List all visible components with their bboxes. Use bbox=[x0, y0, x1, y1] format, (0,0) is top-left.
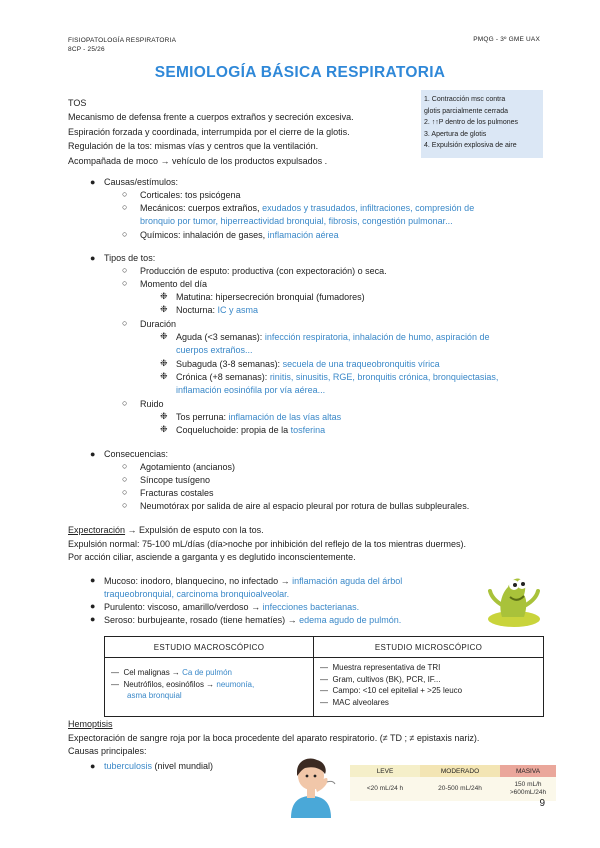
consecuencias-label: Consecuencias: bbox=[104, 449, 169, 459]
phase-2: 2. ↑↑P dentro de los pulmones bbox=[424, 119, 519, 126]
bullet-icon: ● bbox=[90, 253, 96, 263]
phase-4: 4. Expulsión explosiva de aire bbox=[424, 142, 517, 149]
flower-bullet-icon: ❉ bbox=[160, 411, 168, 421]
bullet-icon: ● bbox=[90, 614, 96, 624]
bullet-icon: ● bbox=[90, 575, 96, 585]
micro-header: ESTUDIO MICROSCÓPICO bbox=[314, 637, 544, 658]
tipos-perruna: Tos perruna: inflamación de las vías altas bbox=[176, 412, 342, 422]
course-name: FISIOPATOLOGÍA RESPIRATORIA bbox=[68, 37, 177, 44]
tos-line-1: Mecanismo de defensa frente a cuerpos extraños y secreción excesiva. bbox=[68, 112, 354, 122]
running-header-right: PMQG - 3º GME UAX bbox=[473, 36, 540, 43]
tipos-aguda: Aguda (<3 semanas): infección respiratoria, inhalación de humo, aspiración de bbox=[176, 332, 490, 342]
flower-bullet-icon: ❉ bbox=[160, 304, 168, 314]
circle-bullet-icon: ○ bbox=[122, 487, 128, 497]
tos-line-4: Acompañada de moco → vehículo de los productos expulsados . bbox=[68, 155, 328, 166]
circle-bullet-icon: ○ bbox=[122, 189, 128, 199]
hemoptisis-cause-1: tuberculosis (nivel mundial) bbox=[104, 761, 214, 771]
micro-item: — Muestra representativa de TRI bbox=[320, 663, 441, 672]
bullet-icon: ● bbox=[90, 761, 96, 771]
tipos-duracion: Duración bbox=[140, 319, 177, 329]
sev-value-moderado: 20-500 mL/24h bbox=[420, 777, 500, 801]
bullet-icon: ● bbox=[90, 177, 96, 187]
circle-bullet-icon: ○ bbox=[122, 229, 128, 239]
expectoracion-line-2: Por acción ciliar, asciende a garganta y es deglutido inconscientemente. bbox=[68, 552, 356, 562]
esputo-mucoso: Mucoso: inodoro, blanquecino, no infectado → inflamación aguda del árbol bbox=[104, 576, 403, 586]
phase-1a: 1. Contracción msc contra bbox=[424, 96, 506, 103]
macro-item: — Neutrófilos, eosinófilos → neumonía, bbox=[111, 679, 255, 689]
running-header-left bbox=[68, 36, 176, 54]
causas-label: Causas/estímulos: bbox=[104, 177, 179, 187]
circle-bullet-icon: ○ bbox=[122, 474, 128, 484]
bullet-icon: ● bbox=[90, 449, 96, 459]
tipos-coqueluchoide: Coqueluchoide: propia de la tosferina bbox=[176, 425, 326, 435]
expectoracion-line-1: Expulsión normal: 75-100 mL/días (día>noche por inhibición del reflejo de la tos mientras duermes). bbox=[68, 539, 466, 549]
flower-bullet-icon: ❉ bbox=[160, 358, 168, 368]
macro-item-cont: asma bronquial bbox=[127, 691, 182, 700]
sev-masiva-hour: 150 mL/h bbox=[514, 780, 542, 788]
flower-bullet-icon: ❉ bbox=[160, 331, 168, 341]
estudio-table bbox=[104, 636, 544, 717]
circle-bullet-icon: ○ bbox=[122, 318, 128, 328]
tos-heading: TOS bbox=[68, 98, 87, 108]
micro-item: — MAC alveolares bbox=[320, 697, 389, 707]
tipos-aguda-cont: cuerpos extraños... bbox=[176, 345, 253, 355]
micro-cell bbox=[314, 658, 544, 717]
tipos-esputo: Producción de esputo: productiva (con expectoración) o seca. bbox=[140, 266, 387, 276]
circle-bullet-icon: ○ bbox=[122, 278, 128, 288]
sev-value-leve: <20 mL/24 h bbox=[350, 777, 420, 801]
flower-bullet-icon: ❉ bbox=[160, 424, 168, 434]
cough-phases-box bbox=[421, 90, 543, 158]
sev-masiva-day: >600mL/24h bbox=[509, 789, 547, 796]
hemoptisis-line-2: Causas principales: bbox=[68, 746, 147, 756]
sev-header-masiva: MASIVA bbox=[500, 765, 556, 777]
severity-table bbox=[350, 765, 556, 801]
tipos-momento: Momento del día bbox=[140, 279, 208, 289]
tipos-subaguda: Subaguda (3-8 semanas): secuela de una traqueobronquitis vírica bbox=[176, 359, 440, 369]
macro-cell bbox=[105, 658, 314, 717]
phase-3: 3. Apertura de glotis bbox=[424, 130, 487, 138]
bullet-icon: ● bbox=[90, 601, 96, 611]
micro-item: — Gram, cultivos (BK), PCR, IF... bbox=[320, 674, 441, 684]
tipos-matutina: Matutina: hipersecreción bronquial (fumadores) bbox=[176, 292, 365, 302]
circle-bullet-icon: ○ bbox=[122, 398, 128, 408]
sev-header-moderado: MODERADO bbox=[420, 765, 500, 777]
sev-header-leve: LEVE bbox=[350, 765, 420, 777]
macro-header: ESTUDIO MACROSCÓPICO bbox=[105, 637, 314, 658]
hemoptisis-heading: Hemoptisis bbox=[68, 719, 113, 729]
flower-bullet-icon: ❉ bbox=[160, 371, 168, 381]
causas-quimicos: Químicos: inhalación de gases, inflamación aérea bbox=[140, 230, 339, 240]
esputo-seroso: Seroso: burbujeante, rosado (tiene hematíes) → edema agudo de pulmón. bbox=[104, 615, 402, 625]
sev-value-masiva bbox=[500, 777, 556, 801]
macro-item: — Cel malignas → Ca de pulmón bbox=[111, 668, 232, 677]
tipos-cronica: Crónica (+8 semanas): rinitis, sinusitis, RGE, bronquitis crónica, bronquiectasias, bbox=[176, 372, 499, 382]
tipos-nocturna: Nocturna: IC y asma bbox=[176, 305, 259, 315]
consecuencia-item: Síncope tusígeno bbox=[140, 475, 211, 485]
esputo-mucoso-cont: traqueobronquial, carcinoma bronquioalveolar. bbox=[104, 589, 290, 599]
consecuencia-item: Agotamiento (ancianos) bbox=[140, 462, 236, 472]
esputo-purulento: Purulento: viscoso, amarillo/verdoso → infecciones bacterianas. bbox=[104, 602, 360, 612]
consecuencia-item: Fracturas costales bbox=[140, 488, 214, 498]
tos-line-2: Espiración forzada y coordinada, interrumpida por el cierre de la glotis. bbox=[68, 126, 350, 137]
page-title: SEMIOLOGÍA BÁSICA RESPIRATORIA bbox=[154, 64, 446, 81]
tos-line-3: Regulación de la tos: mismas vías y centros que la ventilación. bbox=[68, 141, 319, 151]
circle-bullet-icon: ○ bbox=[122, 265, 128, 275]
causas-mecanicos: Mecánicos: cuerpos extraños, exudados y trasudados, infiltraciones, compresión de bbox=[140, 203, 475, 213]
phase-1b: glotis parcialmente cerrada bbox=[424, 107, 509, 115]
course-code: 8CP - 25/26 bbox=[68, 46, 105, 53]
tipos-cronica-cont: inflamación eosinófila por vía aérea... bbox=[176, 385, 326, 395]
causas-mecanicos-cont: bronquio por tumor, hiperreactividad bronquial, fibrosis, congestión pulmonar... bbox=[140, 216, 453, 226]
causas-corticales: Corticales: tos psicógena bbox=[140, 190, 241, 200]
flower-bullet-icon: ❉ bbox=[160, 291, 168, 301]
hemoptisis-line-1: Expectoración de sangre roja por la boca procedente del aparato respiratorio. (≠ TD ; ≠ epistaxis nariz). bbox=[68, 733, 480, 743]
phlegm-illustration bbox=[480, 565, 548, 631]
tipos-label: Tipos de tos: bbox=[104, 253, 156, 263]
page-number: 9 bbox=[539, 798, 545, 809]
circle-bullet-icon: ○ bbox=[122, 202, 128, 212]
consecuencia-item: Neumotórax por salida de aire al espacio pleural por rotura de bullas subpleurales. bbox=[140, 501, 470, 511]
circle-bullet-icon: ○ bbox=[122, 461, 128, 471]
circle-bullet-icon: ○ bbox=[122, 500, 128, 510]
micro-item: — Campo: <10 cel epitelial + >25 leuco bbox=[320, 686, 463, 695]
coughing-person-illustration bbox=[283, 752, 339, 818]
tipos-ruido: Ruido bbox=[140, 399, 164, 409]
expectoracion-heading: Expectoración → Expulsión de esputo con la tos. bbox=[68, 525, 264, 535]
